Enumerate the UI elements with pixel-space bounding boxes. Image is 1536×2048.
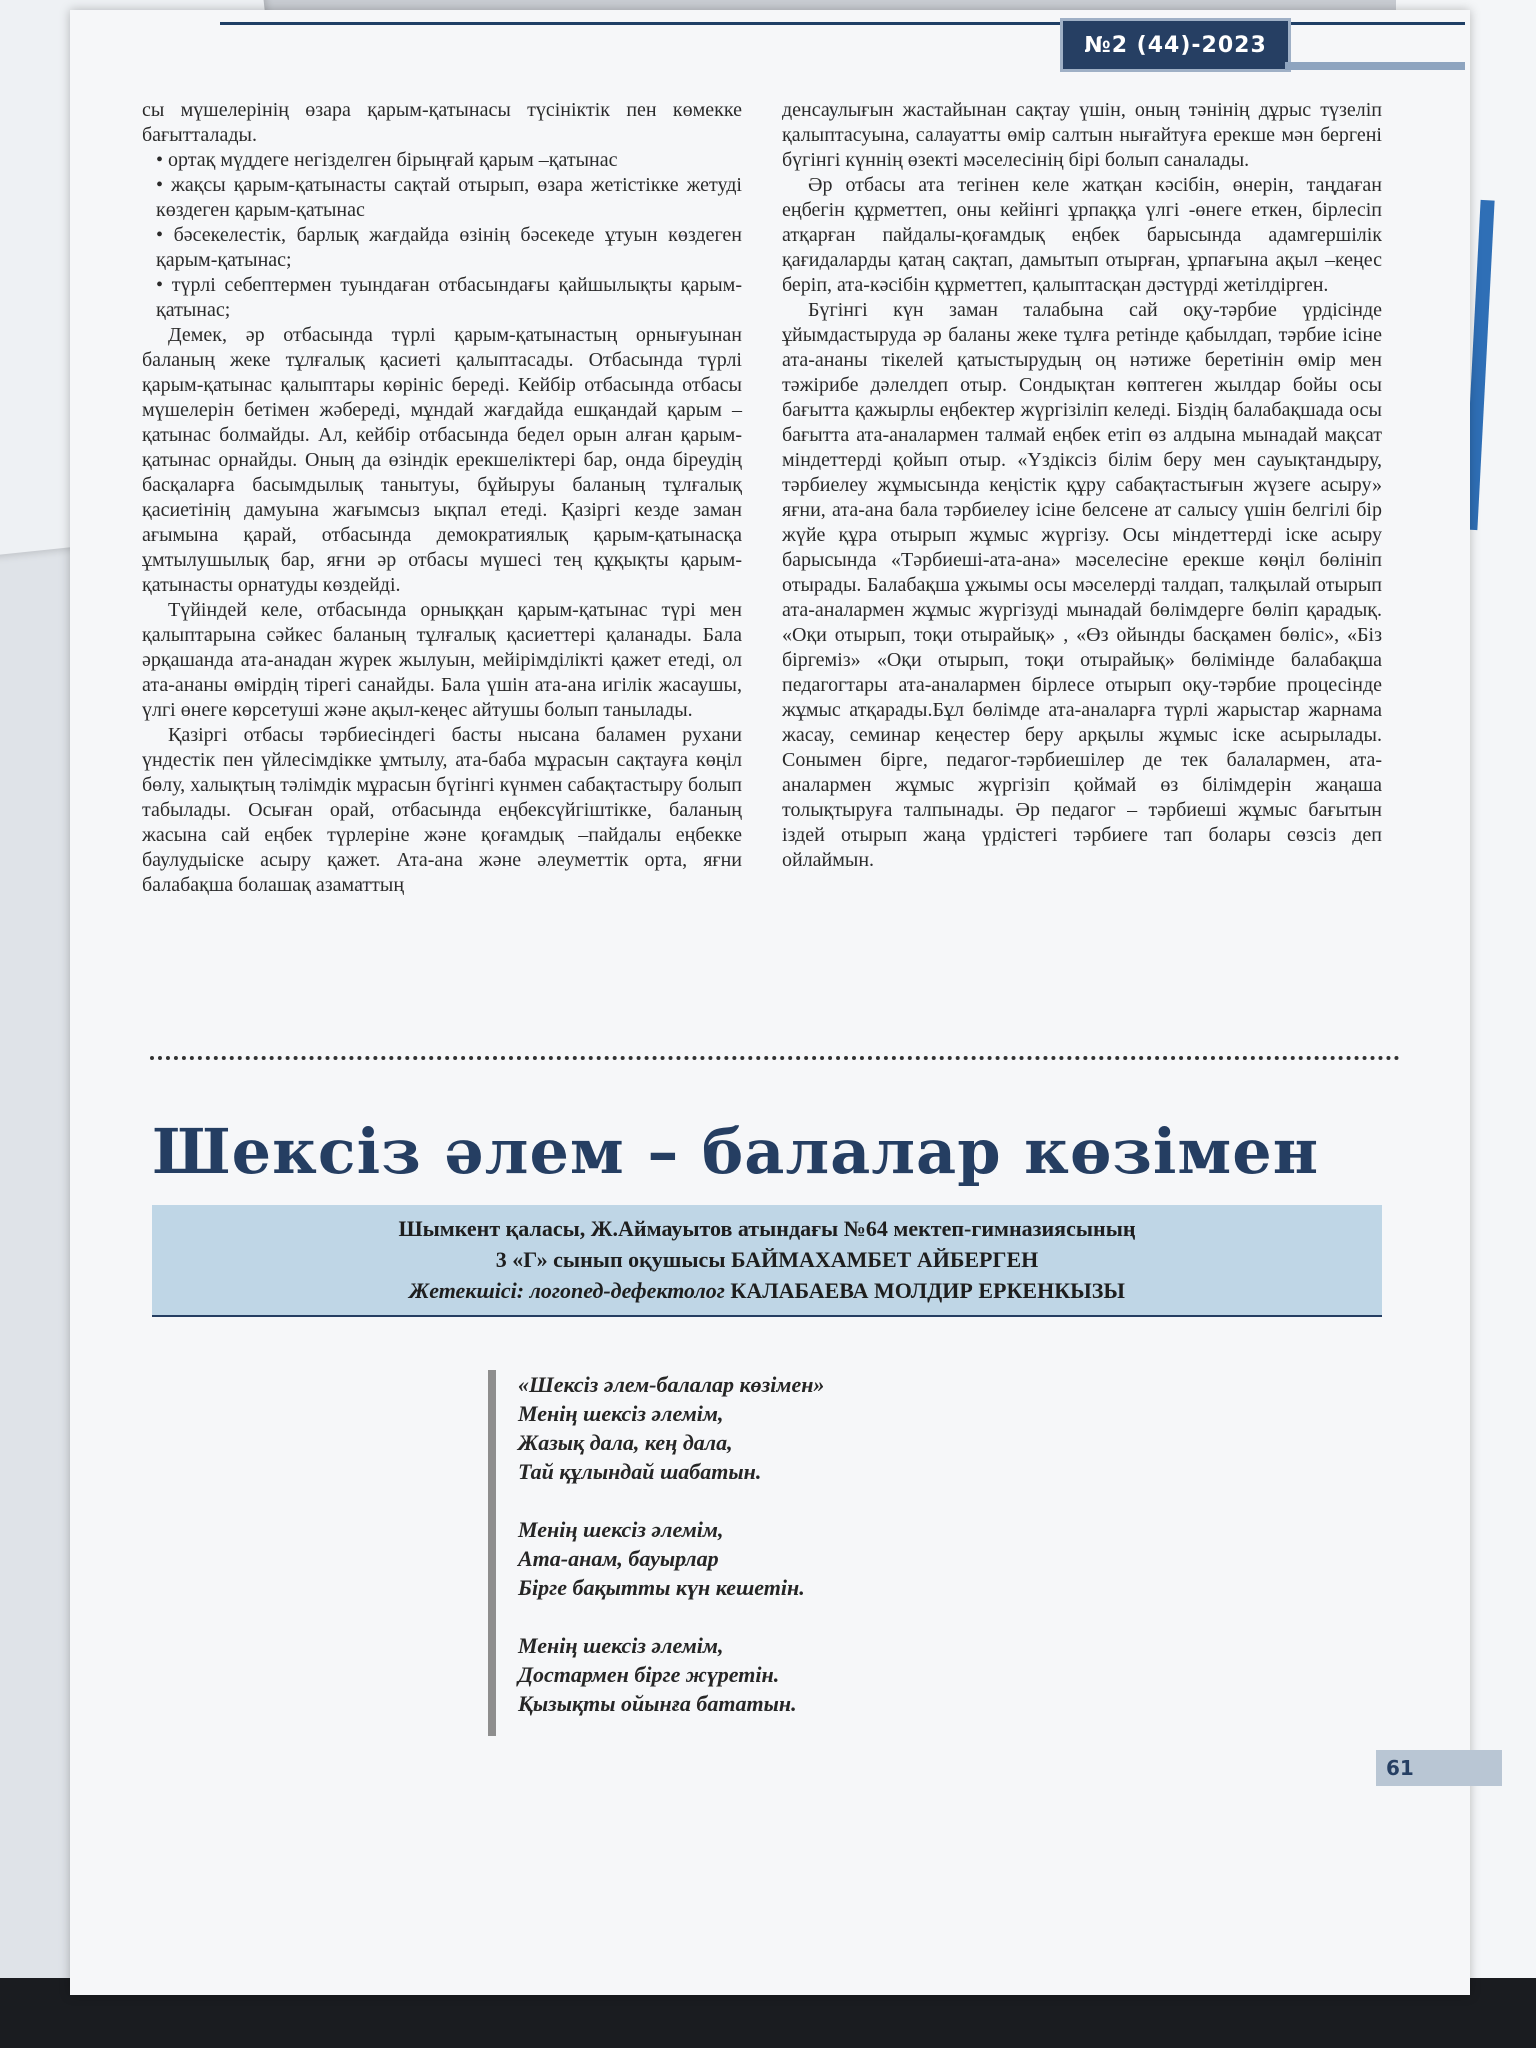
- bullet-item: • жақсы қарым-қатынасты сақтай отырып, өзара жетістікке жетуді көздеген қарым-қатынас: [142, 173, 742, 223]
- poem-bar: [488, 1370, 496, 1736]
- magazine-page: [70, 10, 1470, 1995]
- student-line: 3 «Г» сынып оқушысы БАЙМАХАМБЕТ АЙБЕРГЕН: [495, 1247, 1039, 1272]
- issue-stripe: [1285, 62, 1465, 70]
- paragraph: Бүгінгі күн заман талабына сай оқу-тәрбие үрдісінде ұйымдастыруда әр баланы жеке тұлға ретінде қабылдап, тәрбие ісіне ата-ананы тікелей қатыстырудың оң нәтиже беретінін өмір мен тәжірибе дәлелдеп отыр. Сондықтан көптеген жылдар бойы осы бағытта қажырлы еңбектер жүргізіліп келеді. Біздің балабақшада осы бағытта ата-аналармен талмай еңбек етіп өз алдына мынадай мақсат міндеттерді қойып отыр. «Үздіксіз білім беру мен сауықтандыру, тәрбиелеу жұмысында кеңістік құру сабақтастығын жүзеге асыру» яғни, ата-ана бала тәрбиелеу ісіне белсене ат салысу үшін белгілі бір жүйе құра отырып жұмыс жүргізу. Осы міндеттерді іске асыру барысында «Тәрбиеші-ата-ана» мәселесіне ерекше көңіл бөлініп отырады. Балабақша ұжымы осы мәселерді талдап, талқылай отырып ата-аналармен жұмыс жүргізуді мынадай бөлімдерге бөліп қарадық. «Оқи отырып, тоқи отырайық» , «Өз ойынды басқамен бөліс», «Біз біргеміз» «Оқи отырып, тоқи отырайық» бөлімінде балабақша педагогтары ата-аналармен бірлесе отырып оқу-тәрбие процесінде жұмыс атқарады.Бұл бөлімде ата-аналарға түрлі жарыстар жарнама жасау, семинар кеңестер беру арқылы жұмыс іске асырылады. Сонымен бірге, педагог-тәрбиешілер де тек балалармен, ата-аналармен жұмыс жүргізіп қоймай өз білімдерін жаңаша толықтыруға талпынады. Әр педагог – тәрбиеші жұмыс бағытын іздей отырып жаңа үрдістегі тәрбиеге тап болары сөзсіз деп ойлаймын.: [782, 299, 1382, 871]
- paragraph: Әр отбасы ата тегінен келе жатқан кәсібін, өнерін, таңдаған еңбегін құрметтеп, оны кейінгі ұрпаққа үлгі -өнеге еткен, бірлесіп атқарған пайдалы-қоғамдық еңбек барысында адамгершілік қағидаларды қатаң сақтап, дамытып отырған, ұрпағына ақыл –кеңес беріп, ата-кәсібін құрметтеп, қалыптасқан дәстүрді жетілдірген.: [782, 174, 1382, 296]
- poem-line: Менің шексіз әлемім,: [518, 1633, 724, 1658]
- poem-line: Қызықты ойынға бататын.: [518, 1691, 797, 1716]
- bullet-item: • түрлі себептермен туындаған отбасындағы қайшылықты қарым-қатынас;: [142, 273, 742, 323]
- paragraph: сы мүшелерінің өзара қарым-қатынасы түсініктік пен көмекке бағытталады.: [142, 99, 742, 146]
- poem-line: Бірге бақытты күн кешетін.: [518, 1575, 805, 1600]
- supervisor-line: [152, 1275, 1382, 1306]
- poem-line: Достармен бірге жүретін.: [518, 1662, 780, 1687]
- poem-line: Менің шексіз әлемім,: [518, 1517, 724, 1542]
- poem-line: Жазық дала, кең дала,: [518, 1430, 733, 1455]
- poem-line: Тай құлындай шабатын.: [518, 1459, 762, 1484]
- school-line: Шымкент қаласы, Ж.Аймауытов атындағы №64 мектеп-гимназиясының: [398, 1216, 1136, 1241]
- page-number: 61: [1376, 1750, 1502, 1786]
- paragraph: Түйіндей келе, отбасында орныққан қарым-қатынас түрі мен қалыптарына сәйкес баланың тұлғалық қасиеттері қаланады. Бала әрқашанда ата-анадан жүрек жылуын, мейірімділікті қажет етеді, ол ата-ананы өмірдің тірегі санайды. Бала үшін ата-ана игілік жасаушы, үлгі өнеге көрсетуші және ақыл-кеңес айтушы болып танылады.: [142, 599, 742, 721]
- poem-stanza-3: [518, 1631, 1178, 1718]
- bullet-item: • бәсекелестік, барлық жағдайда өзінің бәсекеде ұтуын көздеген қарым-қатынас;: [142, 223, 742, 273]
- right-column: [782, 98, 1382, 873]
- poem-line: Ата-анам, бауырлар: [518, 1546, 719, 1571]
- poem-stanza-2: [518, 1515, 1178, 1602]
- article-title: Шексіз әлем – балалар көзімен: [152, 1115, 1320, 1188]
- paragraph: денсаулығын жастайынан сақтау үшін, оның тәнінің дұрыс түзеліп қалыптасуына, салауатты өмір салтын нығайтуға ерекше мән бергені бүгінгі күннің өзекті мәселесінің бірі болып саналады.: [782, 99, 1382, 171]
- left-column: [142, 98, 742, 898]
- supervisor-label: Жетекшісі: логопед-дефектолог: [409, 1278, 725, 1303]
- poem-line: «Шексіз әлем-балалар көзімен»: [518, 1372, 825, 1397]
- poem-text: [518, 1370, 1178, 1747]
- supervisor-name: КАЛАБАЕВА МОЛДИР ЕРКЕНКЫЗЫ: [730, 1278, 1125, 1303]
- paragraph: Демек, әр отбасында түрлі қарым-қатынастың орнығуынан баланың жеке тұлғалық қасиеті қалыптасады. Отбасында түрлі қарым-қатынас қалыптары көрініс береді. Кейбір отбасында отбасы мүшелерін бетімен жәбереді, мұндай жағдайда ешқандай қарым – қатынас болмайды. Ал, кейбір отбасында бедел орын алған қарым-қатынас орнайды. Оның да өзіндік ерекшеліктері бар, онда біреудің басқаларға басымдылық танытуы, бұйыруы баланың тұлғалық қасиетінің дамуына жағымсыз ықпал етеді. Қазіргі кезде заман ағымына қарай, отбасында демократиялық қарым-қатынасқа ұмтылушылық бар, яғни әр отбасы мүшесі тең құқықты қарым-қатынасты орнатуды көздейді.: [142, 324, 742, 596]
- issue-badge: №2 (44)-2023: [1060, 18, 1291, 72]
- dotted-separator: [150, 1056, 1400, 1060]
- paragraph: Қазіргі отбасы тәрбиесіндегі басты нысана баламен рухани үндестік пен үйлесімдікке ұмтылу, ата-баба мұрасын сақтауға көңіл бөлу, халықтың тәлімдік мұрасын бүгінгі күнмен сабақтастыру болып табылады. Осыған орай, отбасында еңбексүйгіштікке, баланың жасына сай еңбек түрлеріне және қоғамдық –пайдалы еңбекке баулудыіске асыру қажет. Ата-ана және әлеуметтік орта, яғни балабақша болашақ азаматтың: [142, 724, 742, 896]
- poem-line: Менің шексіз әлемім,: [518, 1401, 724, 1426]
- article-columns: [142, 98, 1402, 1048]
- bullet-item: • ортақ мүддеге негізделген бірыңғай қарым –қатынас: [142, 148, 742, 173]
- poem-stanza-1: [518, 1370, 1178, 1486]
- author-info-box: [152, 1205, 1382, 1317]
